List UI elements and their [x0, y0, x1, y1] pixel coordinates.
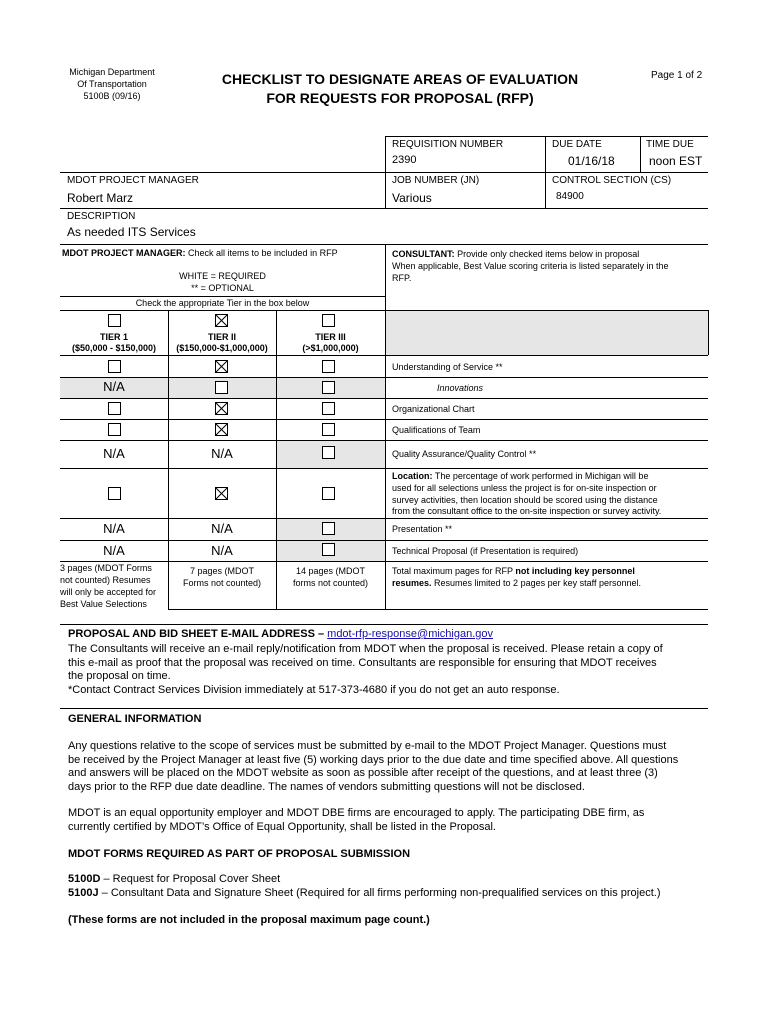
total-pages-l2a: resumes. [392, 578, 432, 588]
tier1-range: ($50,000 - $150,000) [71, 343, 157, 353]
proposal-email-link[interactable]: mdot-rfp-response@michigan.gov [327, 628, 494, 640]
form-5100j [68, 887, 661, 901]
technical-tier3-checkbox[interactable] [322, 543, 335, 556]
tier1-checkbox[interactable] [108, 314, 121, 327]
form-5100d-code: 5100D [68, 873, 101, 885]
pm-instruction [62, 248, 338, 258]
form-number: 5100B (09/16) [83, 91, 141, 101]
email-body-line2: this e-mail as proof that the proposal was received on time. Consultants are responsible for ensuring that MDOT receives [68, 656, 657, 669]
presentation-label: Presentation ** [392, 524, 453, 534]
tier1-page-limit-l3: will only be accepted for [60, 587, 157, 597]
qualifications-tier1-checkbox[interactable] [108, 423, 121, 436]
pm-instruction-bold: MDOT PROJECT MANAGER: [62, 248, 186, 258]
total-pages-l2b: Resumes limited to 2 pages per key staff personnel. [431, 578, 641, 588]
job-number-value: Various [392, 191, 432, 205]
presentation-tier2-na: N/A [211, 521, 233, 536]
email-section-body [68, 643, 663, 697]
technical-tier1-na: N/A [103, 543, 125, 558]
tier3-page-limit-l2: forms not counted) [292, 578, 369, 588]
tier1-name: TIER 1 [99, 332, 128, 342]
white-required-note: WHITE = REQUIRED [179, 271, 266, 281]
title-line2: FOR REQUESTS FOR PROPOSAL (RFP) [266, 90, 534, 106]
description-value: As needed ITS Services [67, 225, 196, 239]
email-heading: PROPOSAL AND BID SHEET E-MAIL ADDRESS – [68, 628, 328, 640]
job-number-label: JOB NUMBER (JN) [392, 175, 480, 186]
tier3-header [276, 332, 385, 354]
qa-qc-tier3-checkbox[interactable] [322, 446, 335, 459]
project-manager-label: MDOT PROJECT MANAGER [67, 175, 199, 186]
agency-line1: Michigan Department [69, 67, 155, 77]
innovations-label: Innovations [437, 383, 484, 393]
requisition-value: 2390 [392, 154, 417, 166]
pm-instruction-text: Check all items to be included in RFP [185, 248, 338, 258]
understanding-tier1-checkbox[interactable] [108, 360, 121, 373]
page-title [180, 70, 620, 108]
general-p2-line2: currently certified by MDOT’s Office of Equal Opportunity, shall be listed in the Proposal. [68, 820, 496, 833]
location-tier1-checkbox[interactable] [108, 487, 121, 500]
form-5100d [68, 873, 661, 887]
description-label: DESCRIPTION [67, 211, 136, 222]
location-line1: The percentage of work performed in Michigan will be [432, 471, 649, 481]
consultant-line2: When applicable, Best Value scoring criteria is listed separately in the [392, 261, 669, 271]
tier1-header [60, 332, 168, 354]
tier2-page-limit [168, 565, 276, 589]
total-pages-l1a: Total maximum pages for RFP [392, 566, 516, 576]
tier2-range: ($150,000-$1,000,000) [176, 343, 268, 353]
due-date-value: 01/16/18 [568, 154, 615, 168]
qualifications-tier3-checkbox[interactable] [322, 423, 335, 436]
location-line3: survey activities, then location should be scored using the distance [392, 494, 658, 505]
understanding-tier3-checkbox[interactable] [322, 360, 335, 373]
tier3-checkbox[interactable] [322, 314, 335, 327]
consultant-line3: RFP. [392, 273, 412, 283]
org-chart-label: Organizational Chart [392, 404, 475, 414]
general-p1-line1: Any questions relative to the scope of services must be submitted by e-mail to the MDOT Project Manager. Questions must [68, 740, 667, 752]
general-p1-line4: days prior to the RFP due date deadline. The names of vendors submitting questions will not be disclosed. [68, 780, 585, 793]
consultant-instruction-bold: CONSULTANT: [392, 249, 455, 259]
forms-list [68, 873, 661, 900]
project-manager-value: Robert Marz [67, 191, 134, 205]
optional-note: ** = OPTIONAL [191, 283, 254, 293]
org-chart-tier3-checkbox[interactable] [322, 402, 335, 415]
general-p1-line2: be received by the Project Manager at least five (5) working days prior to the due date and time specified above. All questions [68, 753, 679, 766]
qa-qc-tier2-na: N/A [211, 446, 233, 461]
innovations-tier2-checkbox[interactable] [215, 381, 228, 394]
tier1-page-limit-l4: Best Value Selections [60, 599, 147, 609]
innovations-tier1-na: N/A [103, 379, 125, 394]
technical-label: Technical Proposal (if Presentation is required) [392, 546, 579, 556]
email-section-heading [68, 628, 493, 640]
understanding-tier2-checkbox[interactable] [215, 360, 228, 373]
general-p1-line3: and answers will be placed on the MDOT website as soon as possible after receipt of the questions, and at least three (3) [68, 767, 658, 779]
org-chart-tier1-checkbox[interactable] [108, 402, 121, 415]
org-chart-tier2-checkbox[interactable] [215, 402, 228, 415]
presentation-tier3-checkbox[interactable] [322, 522, 335, 535]
tier1-page-limit-l2: not counted) Resumes [60, 575, 151, 585]
form-5100j-code: 5100J [68, 886, 99, 899]
forms-required-heading: MDOT FORMS REQUIRED AS PART OF PROPOSAL SUBMISSION [68, 848, 411, 860]
tier3-name: TIER III [315, 332, 346, 342]
technical-tier2-na: N/A [211, 543, 233, 558]
general-info-paragraph1 [68, 740, 678, 794]
location-line2: used for all selections unless the project is for on-site inspection or [392, 482, 657, 493]
consultant-instruction [392, 248, 668, 284]
innovations-tier3-checkbox[interactable] [322, 381, 335, 394]
general-p2-line1: MDOT is an equal opportunity employer and MDOT DBE firms are encouraged to apply. The participating DBE firm, as [68, 807, 645, 819]
tier1-page-limit-l1: 3 pages (MDOT Forms [60, 563, 152, 573]
time-due-value: noon EST [649, 154, 703, 168]
tier1-page-limit [60, 562, 170, 610]
time-due-label: TIME DUE [646, 139, 694, 150]
tier3-page-limit [276, 565, 385, 589]
tier2-name: TIER II [207, 332, 236, 342]
tier2-page-limit-l1: 7 pages (MDOT [189, 566, 255, 576]
control-section-value: 84900 [556, 191, 584, 202]
general-info-paragraph2 [68, 807, 644, 834]
tier3-range: (>$1,000,000) [302, 343, 359, 353]
email-body-line4: *Contact Contract Services Division immediately at 517-373-4680 if you do not get an auto response. [68, 683, 560, 696]
general-info-heading: GENERAL INFORMATION [68, 713, 202, 725]
understanding-label: Understanding of Service ** [392, 362, 503, 372]
email-body-line3: the proposal on time. [68, 670, 171, 682]
tier3-page-limit-l1: 14 pages (MDOT [295, 566, 366, 576]
qa-qc-label: Quality Assurance/Quality Control ** [392, 449, 537, 459]
presentation-tier1-na: N/A [103, 521, 125, 536]
location-line4: from the consultant office to the on-site inspection or survey activity. [392, 506, 662, 517]
qualifications-label: Qualifications of Team [392, 425, 481, 435]
tier2-header [168, 332, 276, 354]
forms-footer-note: (These forms are not included in the proposal maximum page count.) [68, 914, 430, 926]
qualifications-tier2-checkbox[interactable] [215, 423, 228, 436]
requisition-label: REQUISITION NUMBER [392, 139, 504, 150]
tier2-checkbox[interactable] [215, 314, 228, 327]
control-section-label: CONTROL SECTION (CS) [552, 175, 672, 186]
agency-line2: Of Transportation [77, 79, 147, 89]
title-line1: CHECKLIST TO DESIGNATE AREAS OF EVALUATION [221, 71, 579, 87]
check-tier-note: Check the appropriate Tier in the box below [135, 298, 310, 308]
email-body-line1: The Consultants will receive an e-mail reply/notification from MDOT when the proposal is received. Please retain a copy of [68, 643, 663, 655]
location-text [392, 471, 661, 518]
location-tier3-checkbox[interactable] [322, 487, 335, 500]
total-pages-l1b: not including key personnel [515, 566, 635, 576]
location-bold: Location: [392, 471, 433, 481]
total-pages-text [392, 565, 641, 589]
due-date-label: DUE DATE [552, 139, 602, 150]
page-number: Page 1 of 2 [651, 70, 703, 81]
tier2-page-limit-l2: Forms not counted) [182, 578, 262, 588]
form-5100j-text: – Consultant Data and Signature Sheet (Required for all firms performing non-prequalified services on this project.) [98, 886, 661, 899]
agency-name [50, 66, 174, 102]
consultant-instruction-text: Provide only checked items below in proposal [454, 249, 640, 259]
form-5100d-text: – Request for Proposal Cover Sheet [100, 873, 281, 885]
location-tier2-checkbox[interactable] [215, 487, 228, 500]
qa-qc-tier1-na: N/A [103, 446, 125, 461]
